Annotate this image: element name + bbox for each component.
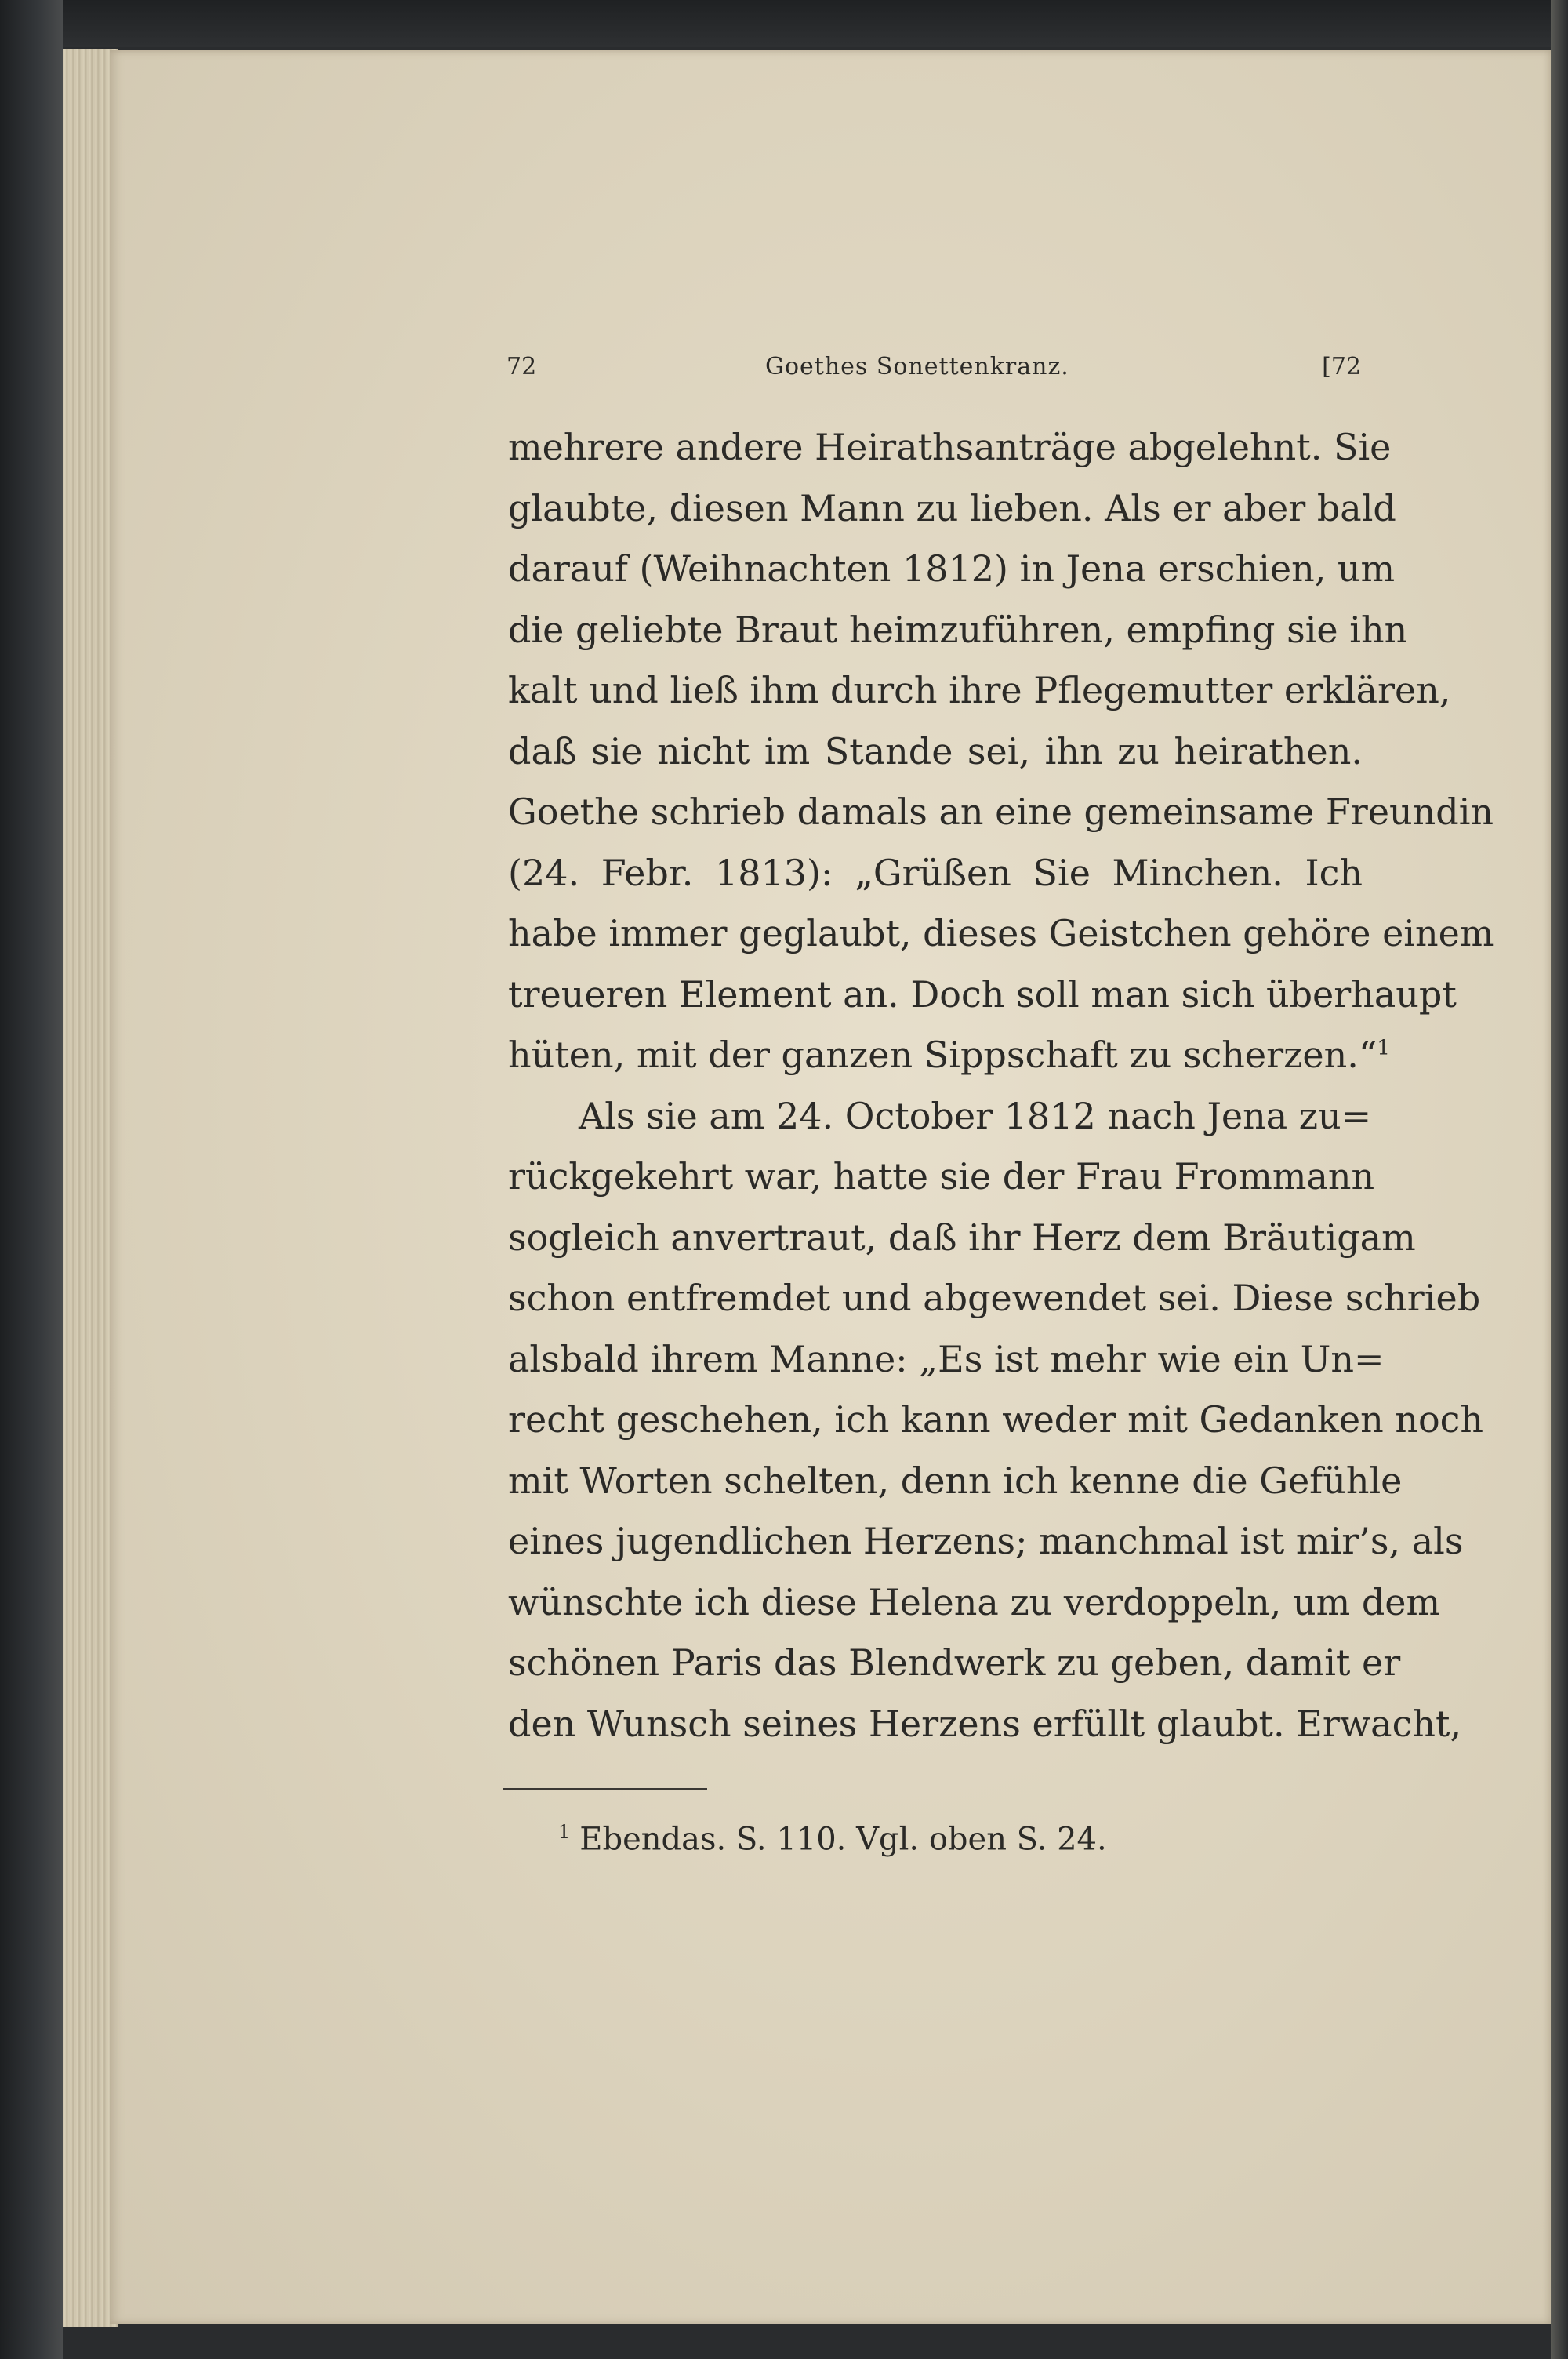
footnote-number: 1 xyxy=(558,1821,571,1843)
text-line: (24. Febr. 1813): „Grüßen Sie Minchen. Ich xyxy=(508,851,1363,894)
text-line: Goethe schrieb damals an eine gemeinsame Freundin xyxy=(508,791,1494,833)
book-cover-left-edge xyxy=(0,0,63,2359)
book-cover-top-edge xyxy=(0,0,1568,47)
text-line: mehrere andere Heirathsanträge abgelehnt. Sie xyxy=(508,426,1392,468)
paragraph-first-line: Als sie am 24. October 1812 nach Jena zu= xyxy=(579,1094,1372,1137)
page-number-left: 72 xyxy=(506,353,537,380)
text-line: darauf (Weihnachten 1812) in Jena erschien, um xyxy=(508,547,1396,590)
text-line: rückgekehrt war, hatte sie der Frau Frommann xyxy=(508,1155,1375,1198)
text-line: wünschte ich diese Helena zu verdoppeln, um dem xyxy=(508,1580,1441,1623)
text-line: mit Worten schelten, denn ich kenne die Gefühle xyxy=(508,1459,1403,1502)
footnote-reference: 1 xyxy=(1377,1036,1390,1060)
text-line: habe immer geglaubt, dieses Geistchen gehöre einem xyxy=(508,912,1494,954)
text-line: schönen Paris das Blendwerk zu geben, damit er xyxy=(508,1641,1401,1684)
text-line: treueren Element an. Doch soll man sich überhaupt xyxy=(508,972,1457,1016)
text-line: alsbald ihrem Manne: „Es ist mehr wie ein Un= xyxy=(508,1337,1385,1380)
text-line: die geliebte Braut heimzuführen, empfing sie ihn xyxy=(508,608,1408,651)
text-line-with-footnote xyxy=(508,1025,1390,1086)
text-line: sogleich anvertraut, daß ihr Herz dem Bräutigam xyxy=(508,1216,1416,1259)
text-line: eines jugendlichen Herzens; manchmal ist mir’s, als xyxy=(508,1520,1464,1562)
text-line: daß sie nicht im Stande sei, ihn zu heirathen. xyxy=(508,729,1363,772)
footnote-text: Ebendas. S. 110. Vgl. oben S. 24. xyxy=(579,1821,1107,1858)
footnote-divider xyxy=(503,1788,707,1790)
book-cover-right-edge xyxy=(1551,0,1568,2359)
text-line: kalt und ließ ihm durch ihre Pflegemutter erklären, xyxy=(508,669,1451,711)
footnote xyxy=(558,1821,1107,1857)
text-line: schon entfremdet und abgewendet sei. Diese schrieb xyxy=(508,1277,1481,1319)
text-line-content: hüten, mit der ganzen Sippschaft zu scherzen.“ xyxy=(508,1034,1377,1076)
text-line: den Wunsch seines Herzens erfüllt glaubt. Erwacht, xyxy=(508,1702,1462,1745)
running-head-title: Goethes Sonettenkranz. xyxy=(765,353,1069,380)
body-text xyxy=(508,417,1494,1754)
running-head xyxy=(506,353,1361,392)
text-line: recht geschehen, ich kann weder mit Gedanken noch xyxy=(508,1398,1484,1441)
page-number-right: [72 xyxy=(1322,353,1361,380)
text-line: glaubte, diesen Mann zu lieben. Als er aber bald xyxy=(508,486,1396,529)
